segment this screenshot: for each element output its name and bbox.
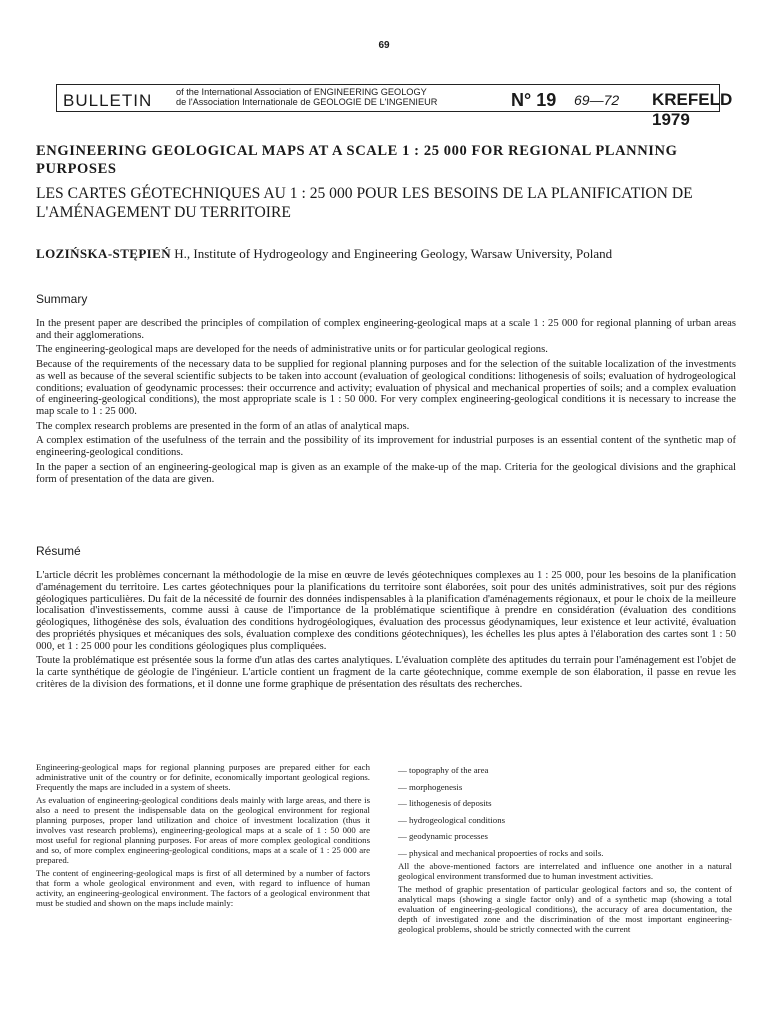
- summary-body: [36, 318, 736, 488]
- body-right-column: [398, 765, 732, 937]
- factor-list-item: — geodynamic processes: [398, 831, 488, 842]
- resume-body: [36, 570, 736, 694]
- body-left-column: [36, 762, 370, 911]
- factor-list-item: — physical and mechanical propoerties of rocks and soils.: [398, 847, 604, 858]
- summary-paragraph: In the present paper are described the principles of compilation of complex engineering-geological maps at a scale 1 : 25 000 for regional planning of urban areas and their agglomerations.: [36, 318, 736, 341]
- summary-paragraph: The complex research problems are presented in the form of an atlas of analytical maps.: [36, 420, 410, 432]
- body-paragraph: All the above-mentioned factors are interrelated and influence one another in a natural geological environment transformed due to human investment activities.: [398, 861, 732, 882]
- page-range: 69—72: [574, 92, 620, 108]
- association-name: [176, 87, 437, 107]
- resume-heading: Résumé: [36, 544, 81, 558]
- body-paragraph: Engineering-geological maps for regional planning purposes are prepared either for each administrative unit of the country or for definite, economically important geological regions. Frequently the maps are included in a system of sheets.: [36, 762, 370, 793]
- bulletin-word: BULLETIN: [63, 91, 153, 110]
- summary-paragraph: In the paper a section of an engineering-geological map is given as an example of the make-up of the map. Criteria for the geological divisions and the graphical form of presentation of the data are given.: [36, 461, 736, 485]
- factor-list-item: — topography of the area: [398, 765, 489, 775]
- factor-list-item: — lithogenesis of deposits: [398, 798, 492, 809]
- title-english: ENGINEERING GEOLOGICAL MAPS AT A SCALE 1 : 25 000 FOR REGIONAL PLANNING PURPOSES: [36, 143, 678, 177]
- summary-paragraph: Because of the requirements of the necessary data to be supplied for regional planning purposes and for the selection of the suitable localization of the investments as well as because of the several scientific subjects to be taken into account (evaluation of geological conditions: lithogenesis of soils; evaluation of hydrogeological conditions; evaluation of geodynamic processes: their occurrence and activity; evaluation of physical and mechanical properties of soils; and a complex evaluation of engineering-geological conditions), the most appropriate scale is 1 : 50 000. For very complex engineering-geological conditions it is necessary to increase the map scale to 1 : 25 000.: [36, 358, 736, 418]
- body-paragraph: The content of engineering-geological maps is first of all determined by a number of factors that form a whole geological environment and even, with regard to influence of human activity, an engineering-geological environment. The factors of a geological environment that must be studied and shown on the maps include mainly:: [36, 867, 370, 909]
- author-name: LOZIŃSKA-STĘPIEŃ: [36, 246, 171, 261]
- association-line-en: of the International Association of ENGINEERING GEOLOGY: [176, 87, 427, 97]
- page-number: 69: [378, 40, 390, 51]
- bulletin-header: [56, 84, 733, 129]
- factor-list-item: — hydrogeological conditions: [398, 814, 506, 825]
- resume-paragraph: L'article décrit les problèmes concernant la méthodologie de la mise en œuvre de levés géotechniques complexes au 1 : 25 000, pour les besoins de la planification d'aménagement du territoire. Les cartes géotechniques pour la planifications du territoire sont élaborées, soit pour des unités administratives, soit pur des régions géologiques particulières. Du fait de la nécessité de fournir des données indispensables à la planification d'aménagements régionaux, et pour le choix de la meilleure localisation d'investissements, comme aussi à cause de l'importance de la problématique scientifique à prendre en considération (évaluation des conditions géologiques, lithogénèse des sols, évaluation des conditions hydrogéologiques, évaluation des processus géodynamiques, leur existence et leur activité, évaluation des propriétés physiques et mécaniques des sols, évaluation complexe des conditions géotechniques), les échelles les plus aptes à l'élaboration des cartes sont 1 : 50 000, et 1 : 25 000 pour les conditions géologiques plus compliquées.: [36, 570, 736, 652]
- title-french: LES CARTES GÉOTECHNIQUES AU 1 : 25 000 POUR LES BESOINS DE LA PLANIFICATION DE L'AMÉNAGEMENT DU TERRITOIRE: [36, 185, 693, 221]
- summary-paragraph: The engineering-geological maps are developed for the needs of administrative units or for particular geological regions.: [36, 344, 548, 356]
- author-line: [36, 246, 736, 262]
- body-paragraph: As evaluation of engineering-geological conditions deals mainly with large areas, and there is also a need to present the indispensable data on the geological environment for regional planning purposes, proper land utilization and choice of investment localization (thus it involves vast research problems), engineering-geological maps at a scale of 1 : 50 000 are most useful for regional planning purposes. For areas of more complex geological conditions and so, of more complex engineering-geological conditions, maps at a scale of 1 : 25 000 are prepared.: [36, 794, 370, 866]
- association-line-fr: de l'Association Internationale de GEOLOGIE DE L'INGENIEUR: [176, 97, 438, 107]
- factor-list-item: — morphogenesis: [398, 781, 463, 792]
- resume-paragraph: Toute la problématique est présentée sous la forme d'un atlas des cartes analytiques. L'évaluation complète des aptitudes du terrain pour l'aménagement est l'objet de la carte synthétique de géologie de l'ingénieur. L'article contient un fragment de la carte géotechnique, comme exemple de son élaboration, il passe en revue les critères de la division des formations, et il donne une forme graphique de présentation des résultats des recherches.: [36, 655, 736, 690]
- place-year: KREFELD 1979: [652, 90, 733, 129]
- issue-number: N° 19: [511, 90, 557, 110]
- summary-heading: Summary: [36, 292, 88, 306]
- body-paragraph: The method of graphic presentation of particular geological factors and so, the content of analytical maps (showing a single factor only) and of a synthetic map (showing a total evaluation of engineering-geological conditions), the accuracy of area documentation, the depth of investigated zone and the discrimination of the most important engineering-geological problems, should be strictly connected with the current: [398, 883, 732, 935]
- author-affiliation: H., Institute of Hydrogeology and Engineering Geology, Warsaw University, Poland: [171, 246, 613, 261]
- summary-paragraph: A complex estimation of the usefulness of the terrain and the possibility of its improvement for industrial purposes is an essential content of the synthetic map of engineering-geological conditions.: [36, 435, 736, 459]
